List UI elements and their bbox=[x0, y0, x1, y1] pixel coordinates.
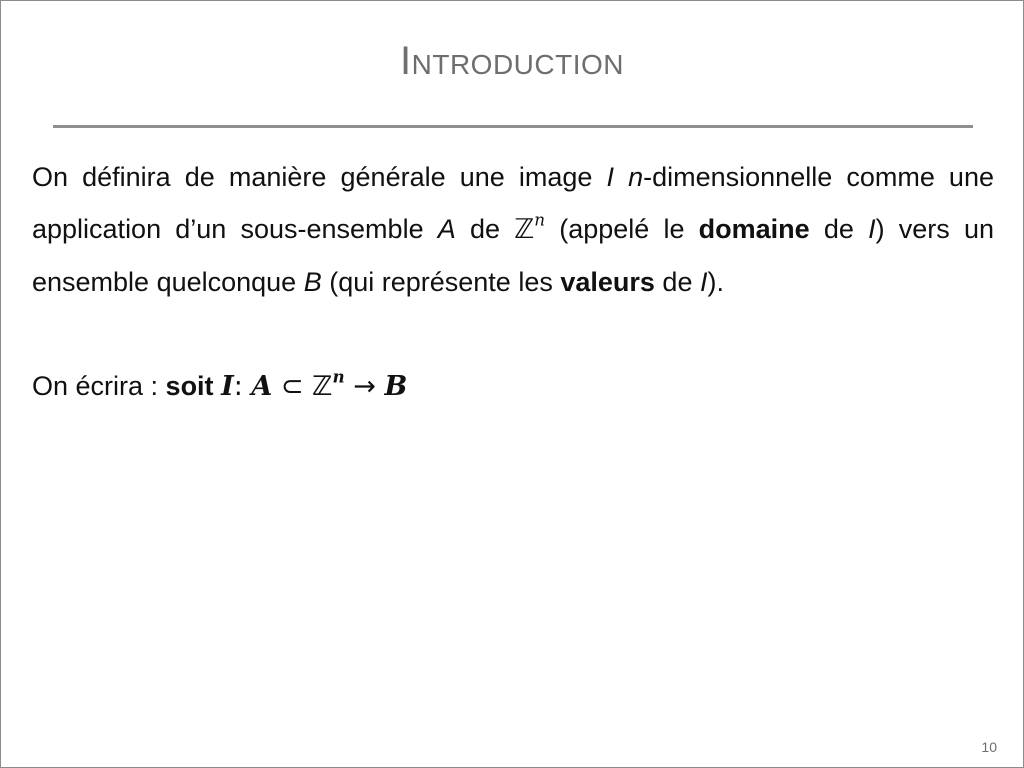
variable-n: n bbox=[628, 162, 644, 192]
text-segment: (qui représente les bbox=[321, 267, 561, 297]
slide-title: Introduction bbox=[400, 39, 624, 83]
formula-Z: ℤ bbox=[312, 371, 333, 402]
text-segment: ) vers un ensemble quelconque bbox=[32, 214, 994, 297]
integer-set-Z: ℤ bbox=[514, 214, 535, 245]
term-valeurs: valeurs bbox=[560, 267, 655, 297]
term-domaine: domaine bbox=[698, 214, 810, 244]
variable-I: I bbox=[606, 162, 614, 192]
text-segment bbox=[614, 162, 628, 192]
formula-exponent-n: n bbox=[332, 366, 345, 387]
formula-colon: : bbox=[233, 371, 252, 402]
text-segment: -dimensionnelle comme une application d’un sous-ensemble bbox=[32, 162, 994, 244]
formula-I: I bbox=[221, 371, 234, 402]
text-segment: de bbox=[455, 214, 515, 244]
notation-paragraph bbox=[32, 360, 994, 413]
keyword-soit: soit bbox=[165, 371, 214, 401]
formula-subset-symbol: ⊂ bbox=[272, 371, 313, 402]
text-segment: On écrira : bbox=[32, 371, 166, 401]
variable-B: B bbox=[303, 267, 322, 297]
slide-body bbox=[32, 151, 994, 413]
page-number: 10 bbox=[981, 739, 997, 755]
text-segment: de bbox=[809, 214, 869, 244]
text-segment: de bbox=[654, 267, 700, 297]
variable-I: I bbox=[868, 214, 876, 244]
formula-arrow: → bbox=[344, 371, 385, 402]
variable-A: A bbox=[437, 214, 456, 244]
definition-paragraph bbox=[32, 151, 994, 308]
title-divider bbox=[53, 125, 973, 128]
text-segment: (appelé le bbox=[545, 214, 699, 244]
formula-A: A bbox=[251, 371, 273, 402]
text-segment: ). bbox=[707, 267, 724, 297]
exponent-n: n bbox=[534, 209, 546, 230]
formula-B: B bbox=[384, 371, 408, 402]
variable-I: I bbox=[699, 267, 708, 297]
text-segment: On définira de manière générale une image bbox=[32, 162, 607, 192]
